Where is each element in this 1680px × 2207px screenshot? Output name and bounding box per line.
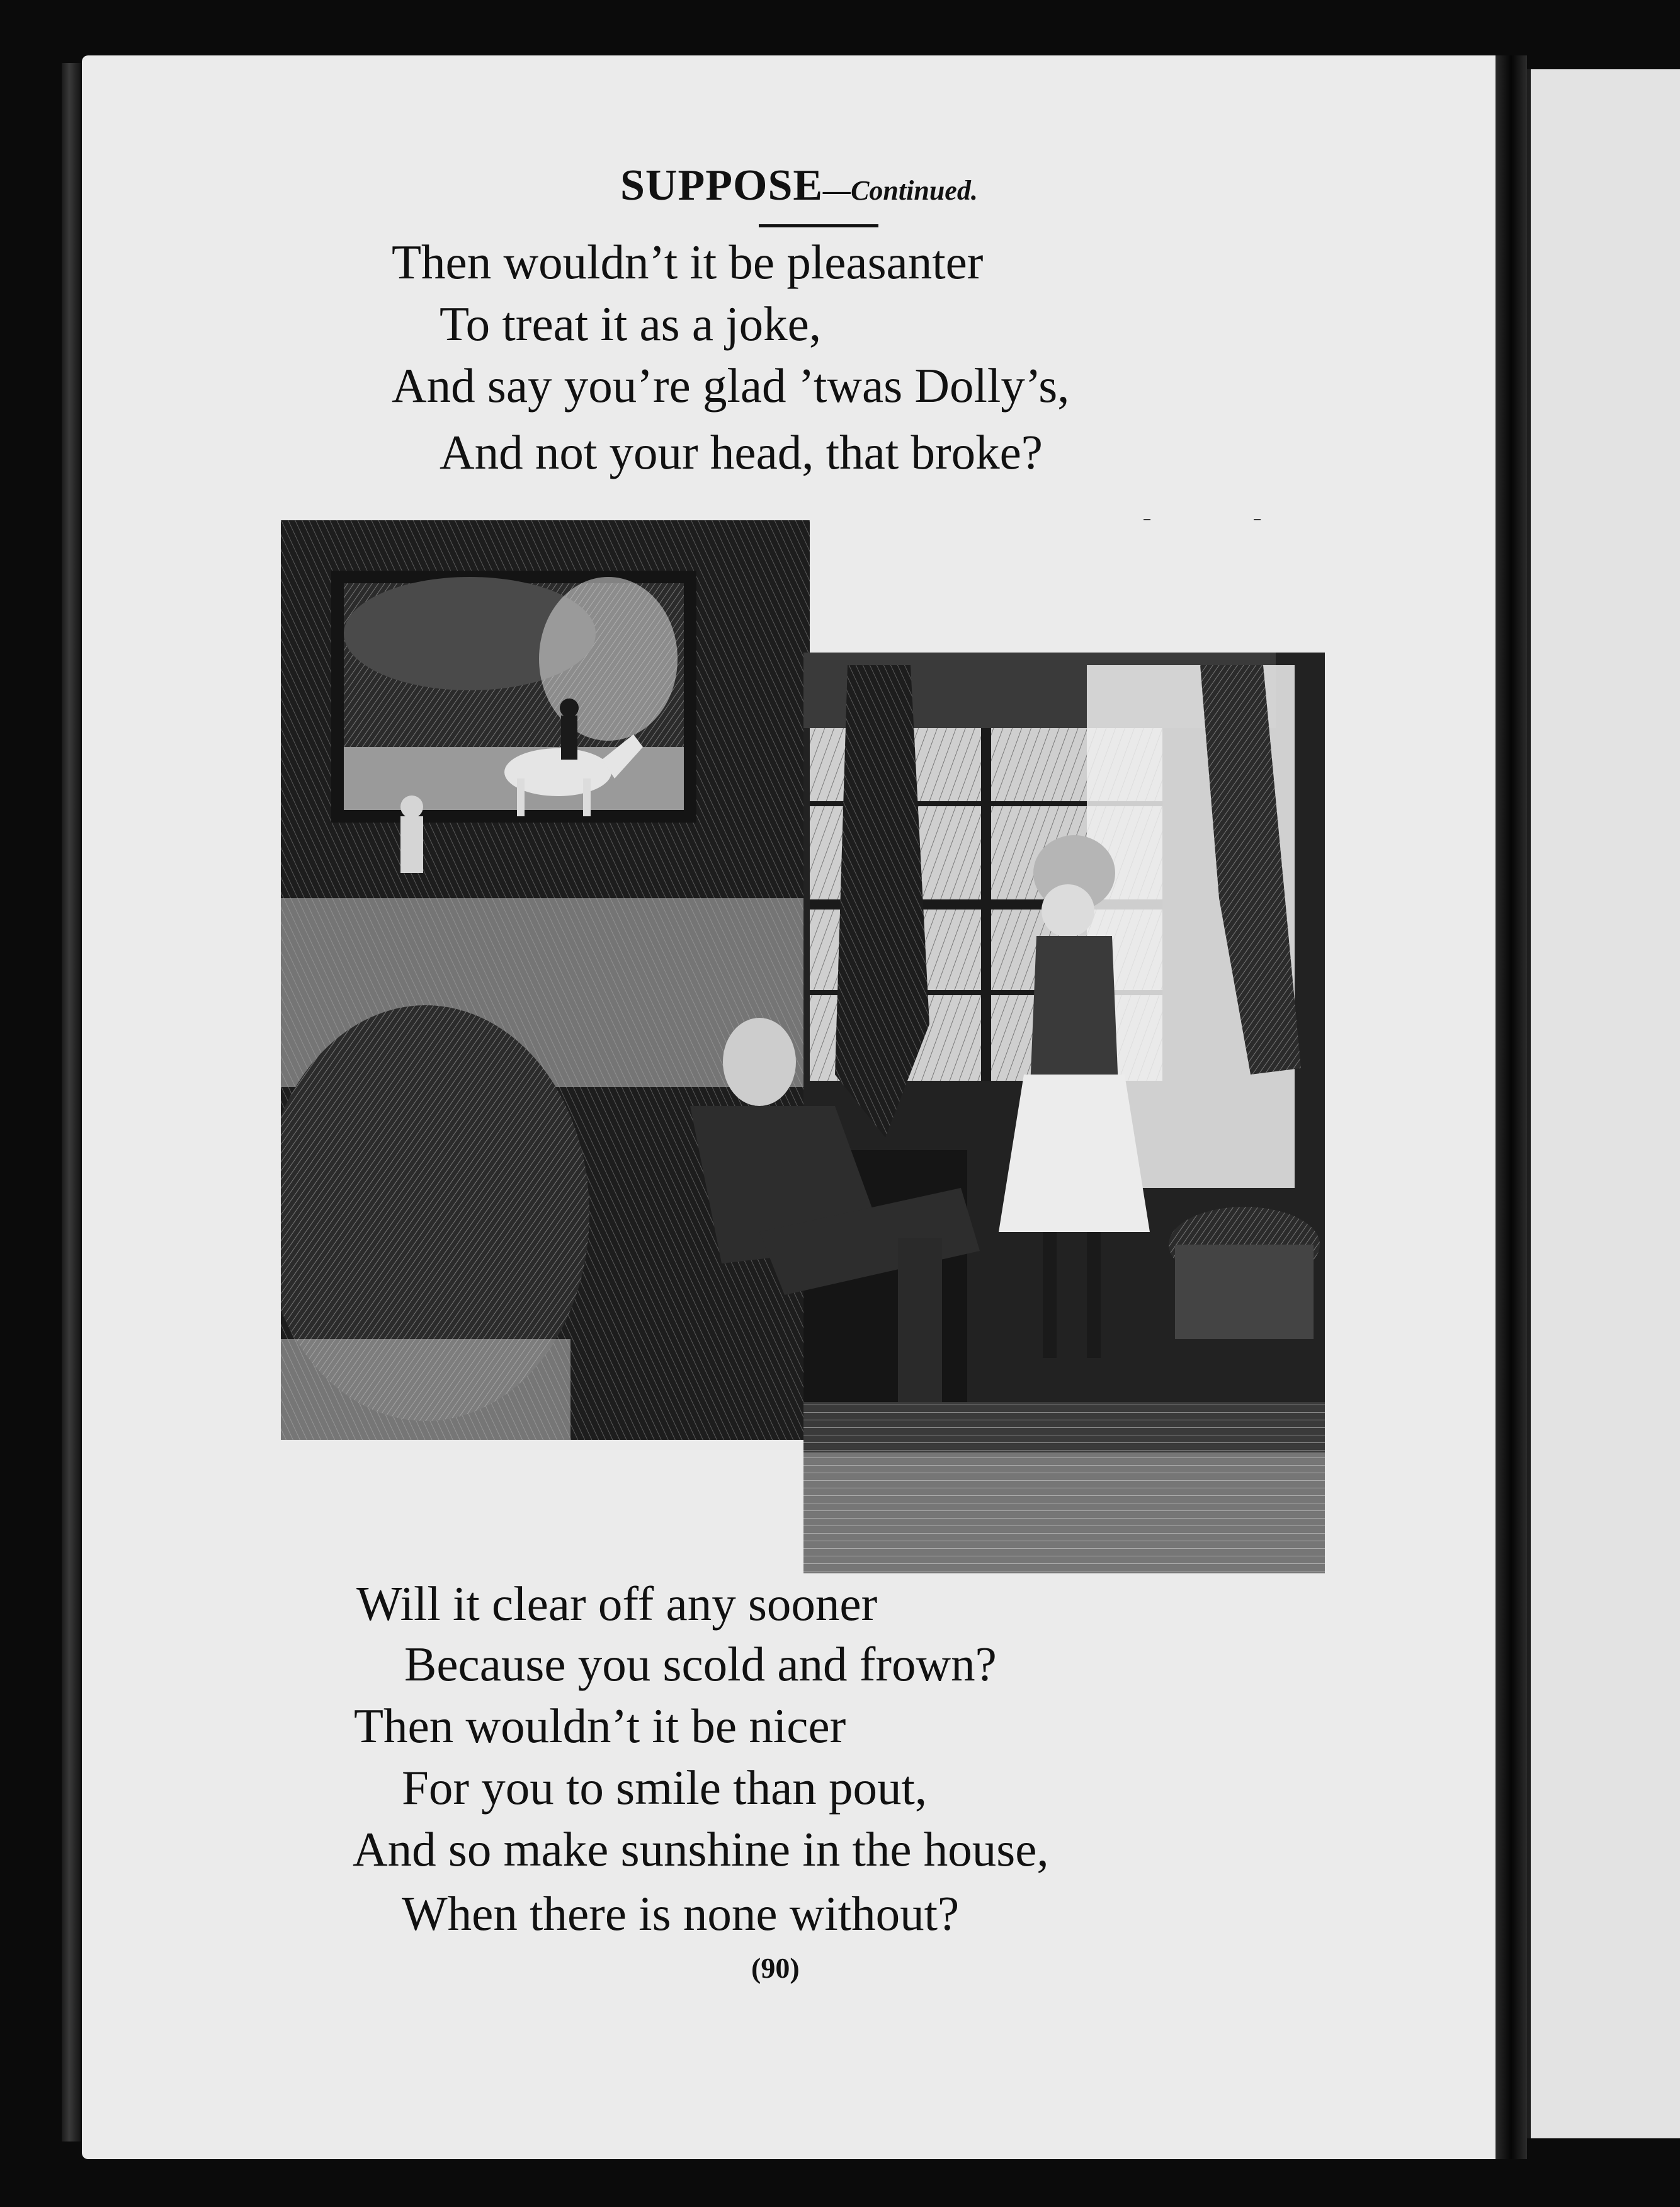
book-edge: [62, 63, 81, 2141]
page-number: (90): [751, 1952, 800, 1984]
verse-line: To treat it as a joke,: [440, 297, 822, 351]
outdoor-panel: [281, 520, 810, 1440]
verse-line: And not your head, that broke?: [440, 425, 1043, 479]
engraving-illustration: [281, 520, 1325, 1573]
verse-line: And say you’re glad ’twas Dolly’s,: [392, 358, 1070, 413]
verse-line: And so make sunshine in the house,: [353, 1822, 1049, 1876]
verse-line: Because you scold and frown?: [404, 1637, 997, 1691]
engraving-svg: [281, 520, 1325, 1573]
page-heading: [620, 161, 1048, 211]
verse-line: Then wouldn’t it be nicer: [354, 1699, 846, 1753]
verse-line: For you to smile than pout,: [402, 1760, 928, 1815]
verse-line: Will it clear off any sooner: [356, 1577, 878, 1631]
book-gutter: [1496, 55, 1527, 2159]
text-wrap-area-top: [810, 520, 1325, 653]
heading-title: SUPPOSE: [620, 161, 824, 210]
verse-line: When there is none without?: [402, 1886, 960, 1941]
heading-continued: —Continued.: [823, 175, 978, 206]
facing-page: [1527, 69, 1680, 2138]
verse-line: Then wouldn’t it be pleasanter: [392, 235, 984, 289]
text-wrap-area-bottom: [281, 1440, 803, 1573]
heading-rule: [759, 224, 878, 227]
